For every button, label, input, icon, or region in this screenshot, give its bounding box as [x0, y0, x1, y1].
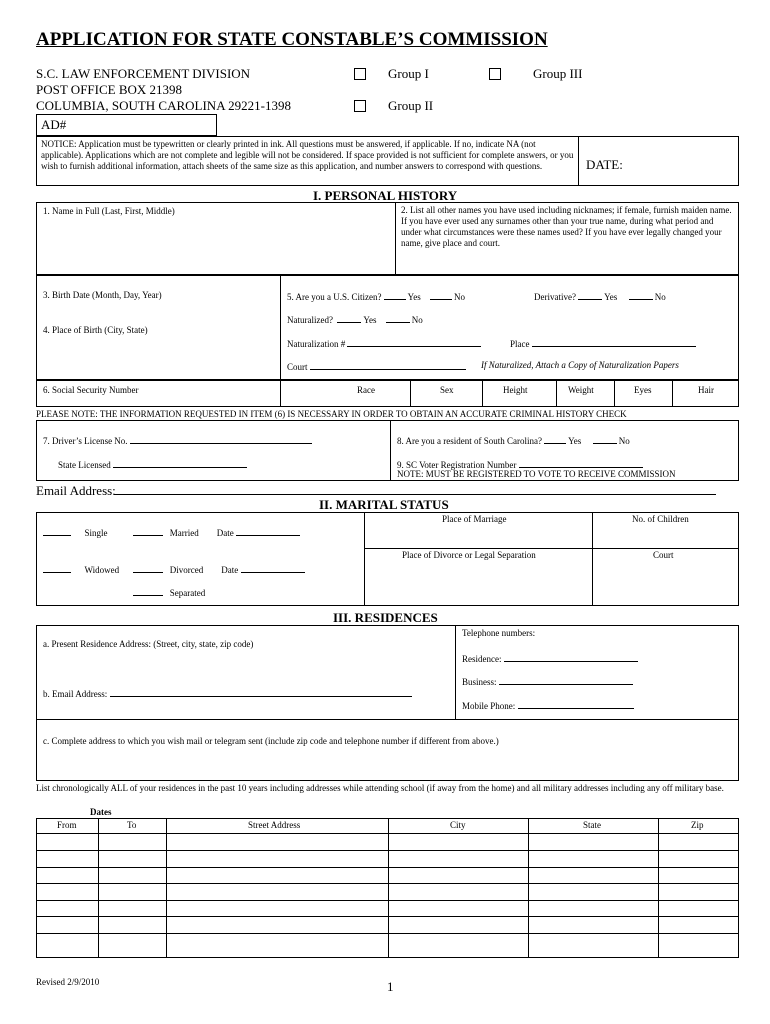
q4-label: 4. Place of Birth (City, State) [43, 325, 148, 335]
naturalization-number-line: Naturalization # [287, 337, 481, 349]
section-marital-status: II. MARITAL STATUS [319, 497, 449, 512]
col-street: Street Address [248, 820, 301, 830]
divorced-line: Divorced Date [133, 563, 305, 575]
derivative-line: Derivative? Yes No [534, 292, 666, 302]
q9-line: 9. SC Voter Registration Number [397, 458, 643, 470]
mail-address-label: c. Complete address to which you wish mail or telegram sent (include zip code and telephone number if different from above.) [43, 736, 499, 746]
please-note: PLEASE NOTE: THE INFORMATION REQUESTED IN ITEM (6) IS NECESSARY IN ORDER TO OBTAIN AN ACCURATE CRIMINAL HISTORY CHECK [36, 409, 627, 419]
email-address-label: Email Address: [36, 483, 116, 498]
widowed-line: Widowed [43, 563, 119, 575]
q5-line: 5. Are you a U.S. Citizen? Yes No [287, 292, 466, 302]
page-number: 1 [387, 979, 394, 994]
naturalized-line: Naturalized? Yes No [287, 315, 423, 325]
residence-phone-line: Residence: [462, 652, 638, 664]
naturalized-note: If Naturalized, Attach a Copy of Naturalization Papers [481, 360, 679, 370]
address-line-3: COLUMBIA, SOUTH CAROLINA 29221-1398 [36, 98, 291, 113]
married-line: Married Date [133, 526, 300, 538]
q6-label: 6. Social Security Number [43, 385, 139, 395]
q7-line: 7. Driver’s License No. [43, 434, 312, 446]
sex-label: Sex [440, 385, 454, 395]
col-state: State [583, 820, 601, 830]
court-line: Court [287, 360, 466, 372]
group-1-checkbox[interactable] [354, 68, 366, 80]
q1-label: 1. Name in Full (Last, First, Middle) [43, 206, 175, 216]
height-label: Height [503, 385, 528, 395]
separated-line: Separated [133, 586, 205, 598]
present-address-label: a. Present Residence Address: (Street, city, state, zip code) [43, 639, 254, 649]
notice-text: NOTICE: Application must be typewritten or clearly printed in ink. All questions must be answered, if applicable. If no, indicate NA (not applicable). Applications which are not complete and legible will not be considered. If space provided is not sufficient for complete answers, or you wish to furnish additional information, attach sheets of the same size as this application, and number answers to correspond with questions. [41, 139, 574, 171]
group-2-checkbox[interactable] [354, 100, 366, 112]
form-title: APPLICATION FOR STATE CONSTABLE’S COMMISSION [36, 29, 548, 50]
hair-label: Hair [698, 385, 714, 395]
q2-label: 2. List all other names you have used including nicknames; if female, furnish maiden name. If you have ever used any surnames other than your true name, during what period and under what circumstances were these names used? If you have ever legally changed your name, give place and court. [401, 205, 732, 248]
race-label: Race [357, 385, 375, 395]
weight-label: Weight [568, 385, 594, 395]
address-line-2: POST OFFICE BOX 21398 [36, 82, 183, 97]
state-licensed-line: State Licensed [58, 458, 247, 470]
place-line: Place [510, 337, 696, 349]
q8-line: 8. Are you a resident of South Carolina? Yes No [397, 436, 630, 446]
col-from: From [57, 820, 77, 830]
divorce-court-label: Court [653, 550, 674, 560]
col-to: To [127, 820, 137, 830]
place-of-marriage-label: Place of Marriage [442, 514, 507, 524]
group-3-label: Group III [533, 66, 583, 81]
business-phone-line: Business: [462, 675, 633, 687]
residence-list-note: List chronologically ALL of your residences in the past 10 years including addresses while attending school (if away from the home) and all military addresses including any off military base. [36, 783, 724, 793]
single-line: Single [43, 526, 108, 538]
group-1-label: Group I [388, 66, 429, 81]
no-children-label: No. of Children [632, 514, 689, 524]
q3-label: 3. Birth Date (Month, Day, Year) [43, 290, 162, 300]
ad-number-label: AD# [41, 117, 67, 132]
place-of-divorce-label: Place of Divorce or Legal Separation [402, 550, 536, 560]
section-personal-history: I. PERSONAL HISTORY [313, 188, 458, 203]
group-2-label: Group II [388, 98, 434, 113]
res-email-line: b. Email Address: [43, 687, 412, 699]
section-residences: III. RESIDENCES [333, 610, 438, 625]
eyes-label: Eyes [634, 385, 652, 395]
mobile-phone-line: Mobile Phone: [462, 699, 634, 711]
col-zip: Zip [691, 820, 704, 830]
date-label: DATE: [586, 157, 623, 172]
telephone-label: Telephone numbers: [462, 628, 536, 638]
address-line-1: S.C. LAW ENFORCEMENT DIVISION [36, 66, 251, 81]
dates-label: Dates [90, 807, 112, 817]
group-3-checkbox[interactable] [489, 68, 501, 80]
email-address-field[interactable] [114, 494, 716, 495]
voter-note: NOTE: MUST BE REGISTERED TO VOTE TO RECEIVE COMMISSION [397, 469, 676, 479]
revised-date: Revised 2/9/2010 [36, 977, 100, 987]
col-city: City [450, 820, 466, 830]
